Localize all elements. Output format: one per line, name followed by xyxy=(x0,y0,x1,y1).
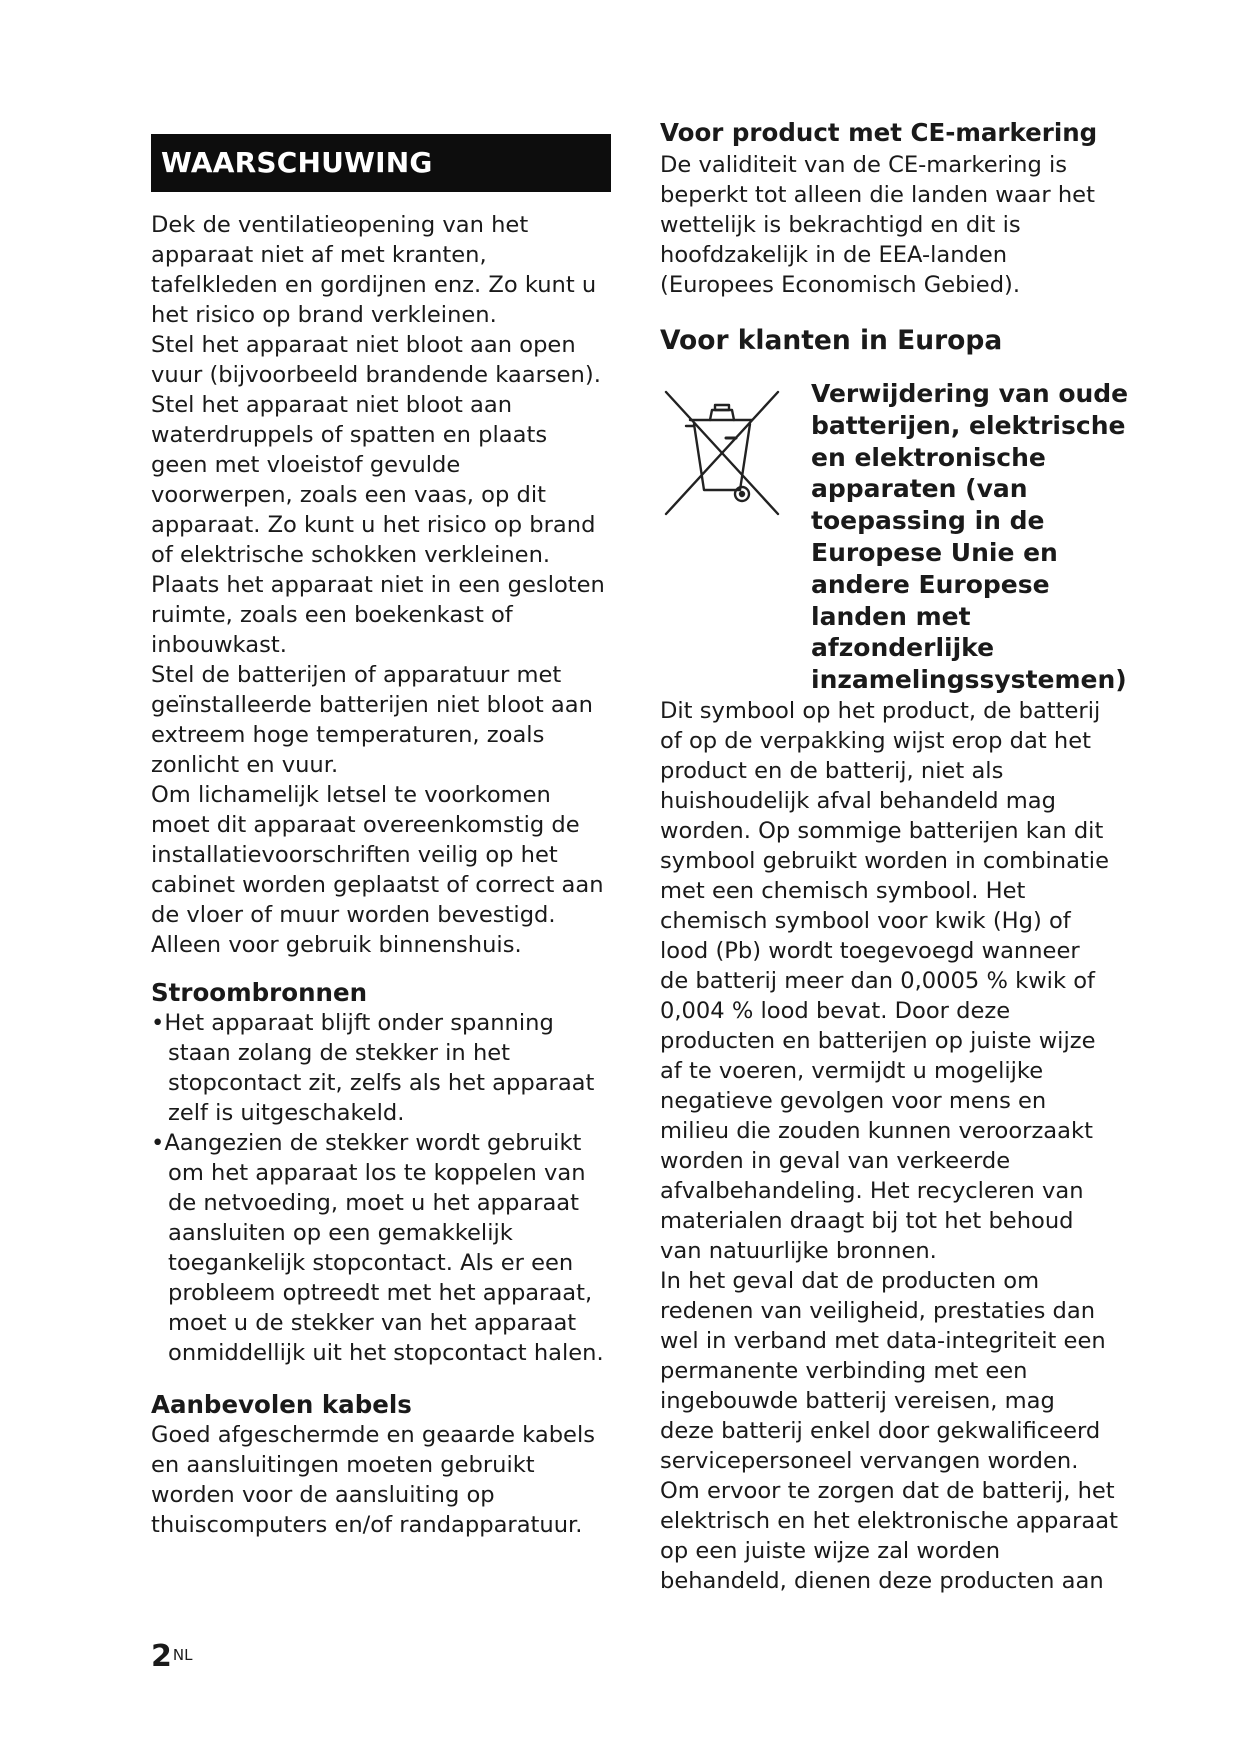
page-number xyxy=(151,1640,192,1674)
warning-banner: WAARSCHUWING xyxy=(151,134,611,192)
text-line: waterdruppels of spatten en plaats xyxy=(151,422,548,448)
power-bullet-2 xyxy=(151,1128,604,1368)
text-line: of elektrische schokken verkleinen. xyxy=(151,542,551,568)
text-line: Goed afgeschermde en geaarde kabels xyxy=(151,1422,596,1448)
text-line: landen met xyxy=(811,601,971,631)
text-line: zonlicht en vuur. xyxy=(151,752,339,778)
ce-marking-heading: Voor product met CE-markering xyxy=(660,118,1098,147)
text-line: ruimte, zoals een boekenkast of xyxy=(151,602,513,628)
text-line: en elektronische xyxy=(811,442,1046,472)
text-line: probleem optreedt met het apparaat, xyxy=(168,1280,593,1306)
ce-marking-text xyxy=(660,150,1095,300)
power-bullet-1 xyxy=(151,1008,594,1128)
text-line: Alleen voor gebruik binnenshuis. xyxy=(151,932,522,958)
text-line: af te voeren, vermijdt u mogelijke xyxy=(660,1058,1044,1084)
text-line: producten en batterijen op juiste wijze xyxy=(660,1028,1096,1054)
text-line: wel in verband met data-integriteit een xyxy=(660,1328,1106,1354)
text-line: cabinet worden geplaatst of correct aan xyxy=(151,872,604,898)
text-line: toegankelijk stopcontact. Als er een xyxy=(168,1250,574,1276)
text-line: voorwerpen, zoals een vaas, op dit xyxy=(151,482,546,508)
text-line: om het apparaat los te koppelen van xyxy=(168,1160,586,1186)
text-line: inbouwkast. xyxy=(151,632,287,658)
text-line: van natuurlijke bronnen. xyxy=(660,1238,937,1264)
text-line: vuur (bijvoorbeeld brandende kaarsen). xyxy=(151,362,601,388)
disposal-heading xyxy=(811,378,1128,696)
text-line: de netvoeding, moet u het apparaat xyxy=(168,1190,579,1216)
text-line: (Europees Economisch Gebied). xyxy=(660,272,1021,298)
text-line: stopcontact zit, zelfs als het apparaat xyxy=(168,1070,595,1096)
cables-text xyxy=(151,1420,595,1540)
text-line: geïnstalleerde batterijen niet bloot aan xyxy=(151,692,593,718)
text-line: andere Europese xyxy=(811,569,1050,599)
text-line: milieu die zouden kunnen veroorzaakt xyxy=(660,1118,1093,1144)
power-sources-heading: Stroombronnen xyxy=(151,978,368,1007)
text-line: moet u de stekker van het apparaat xyxy=(168,1310,577,1336)
text-line: •Aangezien de stekker wordt gebruikt xyxy=(151,1130,582,1156)
text-line: huishoudelijk afval behandeld mag xyxy=(660,788,1056,814)
text-line: apparaat. Zo kunt u het risico op brand xyxy=(151,512,596,538)
language-code: NL xyxy=(172,1646,193,1664)
text-line: de batterij meer dan 0,0005 % kwik of xyxy=(660,968,1095,994)
text-line: worden voor de aansluiting op xyxy=(151,1482,495,1508)
europe-heading: Voor klanten in Europa xyxy=(660,325,1003,356)
text-line: aansluiten op een gemakkelijk xyxy=(168,1220,513,1246)
text-line: symbool gebruikt worden in combinatie xyxy=(660,848,1109,874)
text-line: wettelijk is bekrachtigd en dit is xyxy=(660,212,1021,238)
page-number-value: 2 xyxy=(151,1639,172,1674)
text-line: Plaats het apparaat niet in een gesloten xyxy=(151,572,605,598)
text-line: product en de batterij, niet als xyxy=(660,758,1004,784)
text-line: deze batterij enkel door gekwalificeerd xyxy=(660,1418,1101,1444)
text-line: Om ervoor te zorgen dat de batterij, het xyxy=(660,1478,1115,1504)
text-line: batterijen, elektrische xyxy=(811,410,1126,440)
text-line: chemisch symbool voor kwik (Hg) of xyxy=(660,908,1071,934)
text-line: Stel de batterijen of apparatuur met xyxy=(151,662,562,688)
text-line: thuiscomputers en/of randapparatuur. xyxy=(151,1512,583,1538)
text-line: toepassing in de xyxy=(811,506,1045,536)
text-line: op een juiste wijze zal worden xyxy=(660,1538,1001,1564)
text-line: 0,004 % lood bevat. Door deze xyxy=(660,998,1011,1024)
text-line: installatievoorschriften veilig op het xyxy=(151,842,558,868)
text-line: Stel het apparaat niet bloot aan open xyxy=(151,332,576,358)
text-line: de vloer of muur worden bevestigd. xyxy=(151,902,556,928)
text-line: materialen draagt bij tot het behoud xyxy=(660,1208,1074,1234)
text-line: extreem hoge temperaturen, zoals xyxy=(151,722,545,748)
text-line: worden. Op sommige batterijen kan dit xyxy=(660,818,1104,844)
text-line: apparaten (van xyxy=(811,474,1028,504)
text-line: onmiddellijk uit het stopcontact halen. xyxy=(168,1340,604,1366)
text-line: Stel het apparaat niet bloot aan xyxy=(151,392,513,418)
text-line: Om lichamelijk letsel te voorkomen xyxy=(151,782,551,808)
text-line: worden in geval van verkeerde xyxy=(660,1148,1011,1174)
disposal-text xyxy=(660,696,1118,1596)
text-line: ingebouwde batterij vereisen, mag xyxy=(660,1388,1055,1414)
text-line: het risico op brand verkleinen. xyxy=(151,302,497,328)
text-line: zelf is uitgeschakeld. xyxy=(168,1100,405,1126)
text-line: servicepersoneel vervangen worden. xyxy=(660,1448,1079,1474)
text-line: moet dit apparaat overeenkomstig de xyxy=(151,812,580,838)
warning-text xyxy=(151,210,605,960)
text-line: beperkt tot alleen die landen waar het xyxy=(660,182,1095,208)
text-line: hoofdzakelijk in de EEA-landen xyxy=(660,242,1008,268)
text-line: lood (Pb) wordt toegevoegd wanneer xyxy=(660,938,1080,964)
text-line: afvalbehandeling. Het recycleren van xyxy=(660,1178,1084,1204)
text-line: afzonderlijke xyxy=(811,633,995,663)
text-line: Dit symbool op het product, de batterij xyxy=(660,698,1101,724)
text-line: Europese Unie en xyxy=(811,537,1058,567)
text-line: of op de verpakking wijst erop dat het xyxy=(660,728,1091,754)
text-line: In het geval dat de producten om xyxy=(660,1268,1040,1294)
text-line: Verwijdering van oude xyxy=(811,379,1129,408)
cables-heading: Aanbevolen kabels xyxy=(151,1390,412,1419)
text-line: Dek de ventilatieopening van het xyxy=(151,212,529,238)
text-line: negatieve gevolgen voor mens en xyxy=(660,1088,1047,1114)
crossed-out-wheelie-bin-icon xyxy=(660,386,784,520)
text-line: redenen van veiligheid, prestaties dan xyxy=(660,1298,1096,1324)
text-line: apparaat niet af met kranten, xyxy=(151,242,487,268)
text-line: permanente verbinding met een xyxy=(660,1358,1028,1384)
text-line: geen met vloeistof gevulde xyxy=(151,452,461,478)
text-line: behandeld, dienen deze producten aan xyxy=(660,1568,1104,1594)
text-line: De validiteit van de CE-markering is xyxy=(660,152,1068,178)
text-line: •Het apparaat blijft onder spanning xyxy=(151,1010,554,1036)
text-line: elektrisch en het elektronische apparaat xyxy=(660,1508,1118,1534)
text-line: met een chemisch symbool. Het xyxy=(660,878,1026,904)
text-line: en aansluitingen moeten gebruikt xyxy=(151,1452,535,1478)
text-line: staan zolang de stekker in het xyxy=(168,1040,511,1066)
text-line: inzamelingssystemen) xyxy=(811,665,1127,695)
text-line: tafelkleden en gordijnen enz. Zo kunt u xyxy=(151,272,597,298)
